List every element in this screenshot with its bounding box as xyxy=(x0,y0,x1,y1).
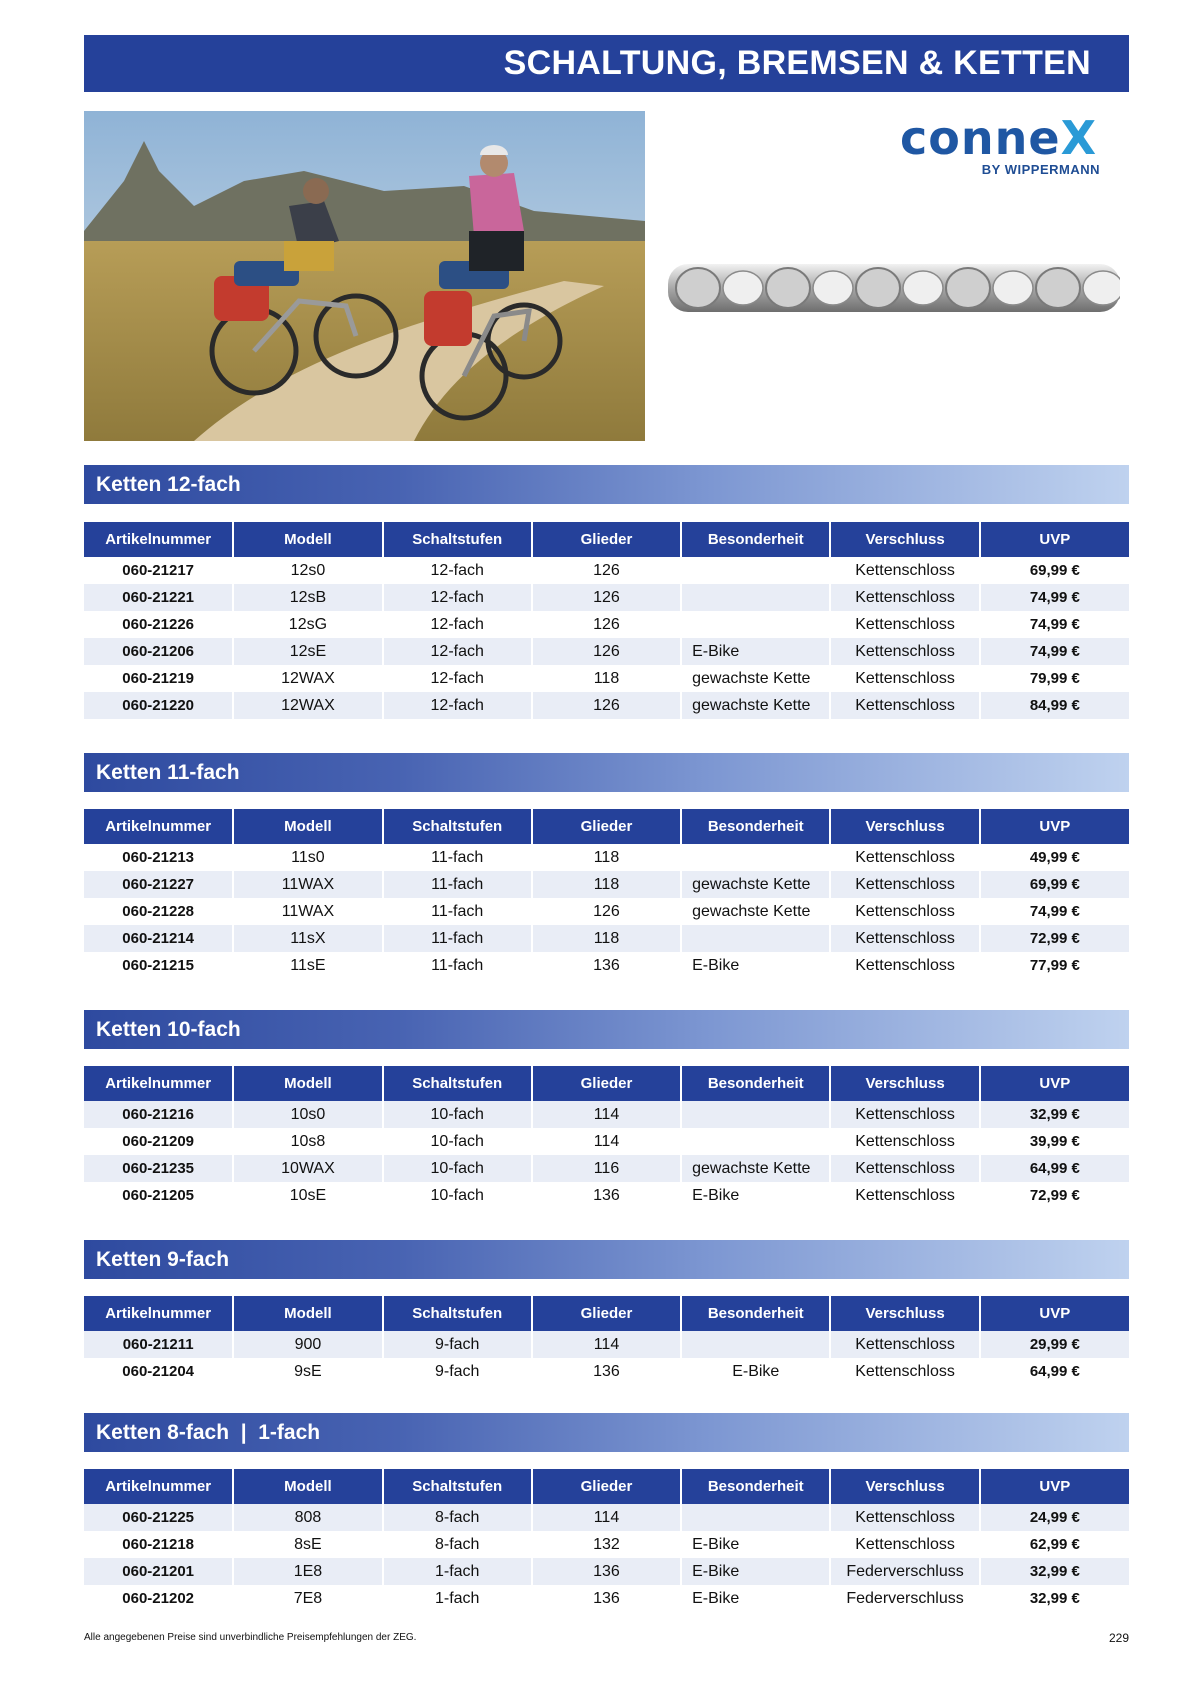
section-header-10-fach: Ketten 10-fach xyxy=(84,1010,1129,1049)
column-header-glieder: Glieder xyxy=(532,1469,681,1504)
column-header-verschluss: Verschluss xyxy=(830,1066,979,1101)
column-header-uvp: UVP xyxy=(980,1469,1129,1504)
table-row: 060-21227 11WAX 11-fach 118 gewachste Kette Kettenschloss 69,99 € xyxy=(84,871,1129,898)
column-header-schaltstufen: Schaltstufen xyxy=(383,1469,532,1504)
table-row: 060-21228 11WAX 11-fach 126 gewachste Kette Kettenschloss 74,99 € xyxy=(84,898,1129,925)
table-row: 060-21205 10sE 10-fach 136 E-Bike Kettenschloss 72,99 € xyxy=(84,1182,1129,1209)
table-header-row xyxy=(84,522,1129,557)
cyclists-photo xyxy=(84,111,645,441)
table-row: 060-21219 12WAX 12-fach 118 gewachste Kette Kettenschloss 79,99 € xyxy=(84,665,1129,692)
column-header-artikelnummer: Artikelnummer xyxy=(84,522,233,557)
column-header-modell: Modell xyxy=(233,809,382,844)
table-row: 060-21209 10s8 10-fach 114 Kettenschloss 39,99 € xyxy=(84,1128,1129,1155)
column-header-artikelnummer: Artikelnummer xyxy=(84,809,233,844)
table-row: 060-21218 8sE 8-fach 132 E-Bike Kettenschloss 62,99 € xyxy=(84,1531,1129,1558)
column-header-schaltstufen: Schaltstufen xyxy=(383,1296,532,1331)
table-row: 060-21211 900 9-fach 114 Kettenschloss 29,99 € xyxy=(84,1331,1129,1358)
column-header-modell: Modell xyxy=(233,522,382,557)
column-header-uvp: UVP xyxy=(980,809,1129,844)
connex-logo xyxy=(900,111,1100,178)
table-header-row xyxy=(84,809,1129,844)
column-header-schaltstufen: Schaltstufen xyxy=(383,809,532,844)
table-header-row xyxy=(84,1469,1129,1504)
column-header-glieder: Glieder xyxy=(532,1066,681,1101)
table-row: 060-21216 10s0 10-fach 114 Kettenschloss 32,99 € xyxy=(84,1101,1129,1128)
column-header-artikelnummer: Artikelnummer xyxy=(84,1066,233,1101)
section-header-9-fach: Ketten 9-fach xyxy=(84,1240,1129,1279)
price-disclaimer: Alle angegebenen Preise sind unverbindliche Preisempfehlungen der ZEG. xyxy=(84,1632,417,1643)
table-header-row xyxy=(84,1066,1129,1101)
table-12-fach xyxy=(84,522,1129,719)
table-8-fach-1-fach xyxy=(84,1469,1129,1612)
column-header-besonderheit: Besonderheit xyxy=(681,1296,830,1331)
table-row: 060-21225 808 8-fach 114 Kettenschloss 24,99 € xyxy=(84,1504,1129,1531)
table-row: 060-21214 11sX 11-fach 118 Kettenschloss 72,99 € xyxy=(84,925,1129,952)
logo-subline: BY WIPPERMANN xyxy=(981,162,1100,177)
column-header-verschluss: Verschluss xyxy=(830,1296,979,1331)
table-row: 060-21226 12sG 12-fach 126 Kettenschloss 74,99 € xyxy=(84,611,1129,638)
page-number: 229 xyxy=(1108,1631,1129,1645)
table-row: 060-21213 11s0 11-fach 118 Kettenschloss 49,99 € xyxy=(84,844,1129,871)
column-header-schaltstufen: Schaltstufen xyxy=(383,522,532,557)
table-row: 060-21201 1E8 1-fach 136 E-Bike Federverschluss 32,99 € xyxy=(84,1558,1129,1585)
table-row: 060-21204 9sE 9-fach 136 E-Bike Kettenschloss 64,99 € xyxy=(84,1358,1129,1385)
table-row: 060-21221 12sB 12-fach 126 Kettenschloss 74,99 € xyxy=(84,584,1129,611)
column-header-schaltstufen: Schaltstufen xyxy=(383,1066,532,1101)
page-title: SCHALTUNG, BREMSEN & KETTEN xyxy=(503,44,1091,82)
page-title-bar xyxy=(84,35,1129,92)
column-header-artikelnummer: Artikelnummer xyxy=(84,1296,233,1331)
table-row: 060-21220 12WAX 12-fach 126 gewachste Kette Kettenschloss 84,99 € xyxy=(84,692,1129,719)
column-header-glieder: Glieder xyxy=(532,809,681,844)
table-header-row xyxy=(84,1296,1129,1331)
table-row: 060-21215 11sE 11-fach 136 E-Bike Kettenschloss 77,99 € xyxy=(84,952,1129,979)
table-row: 060-21202 7E8 1-fach 136 E-Bike Federverschluss 32,99 € xyxy=(84,1585,1129,1612)
column-header-besonderheit: Besonderheit xyxy=(681,1469,830,1504)
chain-image xyxy=(668,254,1120,320)
table-row: 060-21235 10WAX 10-fach 116 gewachste Kette Kettenschloss 64,99 € xyxy=(84,1155,1129,1182)
table-11-fach xyxy=(84,809,1129,979)
column-header-uvp: UVP xyxy=(980,522,1129,557)
table-9-fach xyxy=(84,1296,1129,1385)
column-header-modell: Modell xyxy=(233,1296,382,1331)
logo-wordmark: conneX xyxy=(900,111,1098,165)
table-row: 060-21206 12sE 12-fach 126 E-Bike Kettenschloss 74,99 € xyxy=(84,638,1129,665)
column-header-uvp: UVP xyxy=(980,1066,1129,1101)
column-header-modell: Modell xyxy=(233,1469,382,1504)
column-header-besonderheit: Besonderheit xyxy=(681,1066,830,1101)
table-row: 060-21217 12s0 12-fach 126 Kettenschloss 69,99 € xyxy=(84,557,1129,584)
column-header-artikelnummer: Artikelnummer xyxy=(84,1469,233,1504)
column-header-verschluss: Verschluss xyxy=(830,809,979,844)
column-header-glieder: Glieder xyxy=(532,1296,681,1331)
column-header-uvp: UVP xyxy=(980,1296,1129,1331)
column-header-besonderheit: Besonderheit xyxy=(681,522,830,557)
column-header-besonderheit: Besonderheit xyxy=(681,809,830,844)
section-header-8-fach-1-fach: Ketten 8-fach | 1-fach xyxy=(84,1413,1129,1452)
column-header-glieder: Glieder xyxy=(532,522,681,557)
section-header-12-fach: Ketten 12-fach xyxy=(84,465,1129,504)
column-header-modell: Modell xyxy=(233,1066,382,1101)
section-header-11-fach: Ketten 11-fach xyxy=(84,753,1129,792)
column-header-verschluss: Verschluss xyxy=(830,1469,979,1504)
table-10-fach xyxy=(84,1066,1129,1209)
column-header-verschluss: Verschluss xyxy=(830,522,979,557)
